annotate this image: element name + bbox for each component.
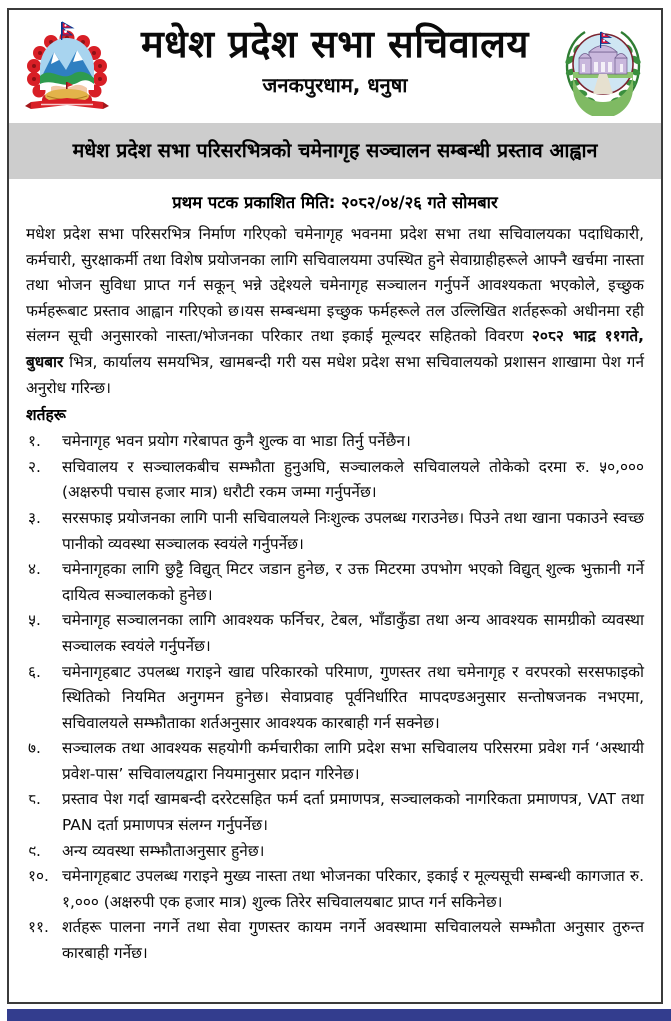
organization-name: मधेश प्रदेश सभा सचिवालय: [141, 22, 529, 66]
term-text: सरसफाइ प्रयोजनका लागि पानी सचिवालयले निःशुल्क उपलब्ध गराउनेछ। पिउने तथा खाना पकाउने स्वच्छ पानीको व्यवस्था सञ्चालक स्वयंले गर्नुपर्नेछ।: [62, 508, 644, 553]
terms-heading: शर्तहरू: [26, 406, 66, 425]
term-number: १०.: [28, 867, 49, 886]
nepal-coat-of-arms-icon: [21, 16, 113, 118]
term-number: ९.: [28, 841, 41, 860]
deadline-date: २०८२ भाद्र ११: [531, 327, 621, 346]
term-item: [26, 455, 644, 506]
term-number: २.: [28, 457, 41, 476]
term-text: सञ्चालक तथा आवश्यक सहयोगी कर्मचारीका लागि प्रदेश सभा सचिवालय परिसरमा प्रवेश गर्न ‘अस्थायी प्रवेश-पास’ सचिवालयद्वारा नियमानुसार प्रदान गरिनेछ।: [62, 739, 644, 783]
intro-text-part2: भित्र, कार्यालय समयभित्र, खामबन्दी गरी यस मधेश प्रदेश सभा सचिवालयको प्रशासन शाखामा पेश गर्न अनुरोध गरिन्छ।: [26, 352, 644, 397]
deadline-day: गते, बुधबार: [26, 327, 644, 371]
term-item: [26, 864, 644, 915]
term-item: [26, 608, 644, 659]
term-item: [26, 506, 644, 557]
term-text: चमेनागृह भवन प्रयोग गरेबापत कुनै शुल्क वा भाडा तिर्नु पर्नेछैन।: [62, 432, 411, 451]
letterhead-titles: [115, 20, 555, 100]
term-number: ८.: [28, 790, 41, 809]
intro-text-part1: मधेश प्रदेश सभा परिसरभित्र निर्माण गरिएको चमेनागृह भवनमा प्रदेश सभा तथा सचिवालयका पदाधिकारी, कर्मचारी, सुरक्षाकर्मी तथा विशेष प्रयोजनका लागि सचिवालयमा उपस्थित हुने सेवाग्राहीहरूले आफ्नै खर्चमा नास्ता तथा भोजन सुविधा प्राप्त गर्न सकून् भन्ने उद्देश्यले चमेनागृह सञ्चालन गर्नुपर्ने आवश्यकता भएकोले, इच्छुक फर्महरूबाट प्रस्ताव आह्वान गरिएको छ।यस सम्बन्धमा इच्छुक फर्महरूले तल उल्लिखित शर्तहरूको अधीनमा रही संलग्न सूची अनुसारको नास्ता/भोजनका परिकार तथा इकाई मूल्यदर सहितको विवरण: [26, 225, 644, 346]
term-text: शर्तहरू पालना नगर्ने तथा सेवा गुणस्तर कायम नगर्ने अवस्थामा सचिवालयले सम्झौता अनुसार तुरुन्त कारबाही गर्नेछ।: [62, 918, 644, 963]
term-item: [26, 787, 644, 838]
term-number: १.: [28, 432, 41, 451]
term-number: ५.: [28, 611, 41, 630]
publication-date-line: प्रथम पटक प्रकाशित मिति: २०८२/०४/२६ गते सोमबार: [172, 193, 498, 212]
term-item: [26, 429, 644, 455]
letterhead: [9, 10, 661, 123]
term-item: [26, 660, 644, 737]
term-number: ६.: [28, 662, 41, 681]
term-item: [26, 557, 644, 608]
notice-title: मधेश प्रदेश सभा परिसरभित्रको चमेनागृह सञ्चालन सम्बन्धी प्रस्ताव आह्वान: [72, 139, 598, 162]
notice-body: [9, 179, 661, 967]
term-text: चमेनागृहबाट उपलब्ध गराइने मुख्य नास्ता तथा भोजनका परिकार, इकाई र मूल्यसूची सम्बन्धी कागजात रु. १,००० (अक्षरुपी एक हजार मात्र) शुल्क तिरेर सचिवालयबाट प्राप्त गर्न सकिनेछ।: [62, 867, 644, 911]
madhesh-province-emblem-icon: [559, 20, 647, 116]
organization-place: जनकपुरधाम, धनुषा: [262, 73, 408, 97]
term-text: सचिवालय र सञ्चालकबीच सम्झौता हुनुअघि, सञ्चालकले सचिवालयले तोकेको दरमा रु. ५०,००० (अक्षरुपी पचास हजार मात्र) धरौटी रकम जम्मा गर्नुपर्नेछ।: [62, 457, 644, 502]
notice-title-banner: [9, 123, 661, 179]
term-number: ११.: [28, 918, 49, 937]
term-text: चमेनागृह सञ्चालनका लागि आवश्यक फर्निचर, टेबल, भाँडाकुँडा तथा अन्य आवश्यक सामग्रीको व्यवस्था सञ्चालक स्वयंले गर्नुपर्नेछ।: [62, 611, 644, 655]
intro-paragraph: [26, 222, 644, 401]
term-item: [26, 839, 644, 865]
term-item: [26, 915, 644, 966]
term-item: [26, 736, 644, 787]
terms-list: [26, 429, 644, 966]
term-number: ७.: [28, 739, 41, 758]
term-number: ३.: [28, 508, 41, 527]
term-text: प्रस्ताव पेश गर्दा खामबन्दी दररेटसहित फर्म दर्ता प्रमाणपत्र, सञ्चालकको नागरिकता प्रमाणपत्र, VAT तथा PAN दर्ता प्रमाणपत्र संलग्न गर्नुपर्नेछ।: [62, 790, 644, 835]
term-text: चमेनागृहबाट उपलब्ध गराइने खाद्य परिकारको परिमाण, गुणस्तर तथा चमेनागृह र वरपरको सरसफाइको स्थितिको नियमित अनुगमन हुनेछ। सेवाप्रवाह पूर्वनिर्धारित मापदण्डअनुसार सन्तोषजनक नभएमा, सचिवालयले सम्झौताका शर्तअनुसार आवश्यक कारबाही गर्न सक्नेछ।: [62, 662, 644, 732]
term-number: ४.: [28, 560, 41, 579]
term-text: चमेनागृहका लागि छुट्टै विद्युत् मिटर जडान हुनेछ, र उक्त मिटरमा उपभोग भएको विद्युत् शुल्क भुक्तानी गर्ने दायित्व सञ्चालकको हुनेछ।: [62, 560, 644, 604]
document-frame: [7, 8, 663, 1004]
term-text: अन्य व्यवस्था सम्झौताअनुसार हुनेछ।: [62, 841, 265, 860]
bottom-accent-bar: [7, 1009, 671, 1021]
